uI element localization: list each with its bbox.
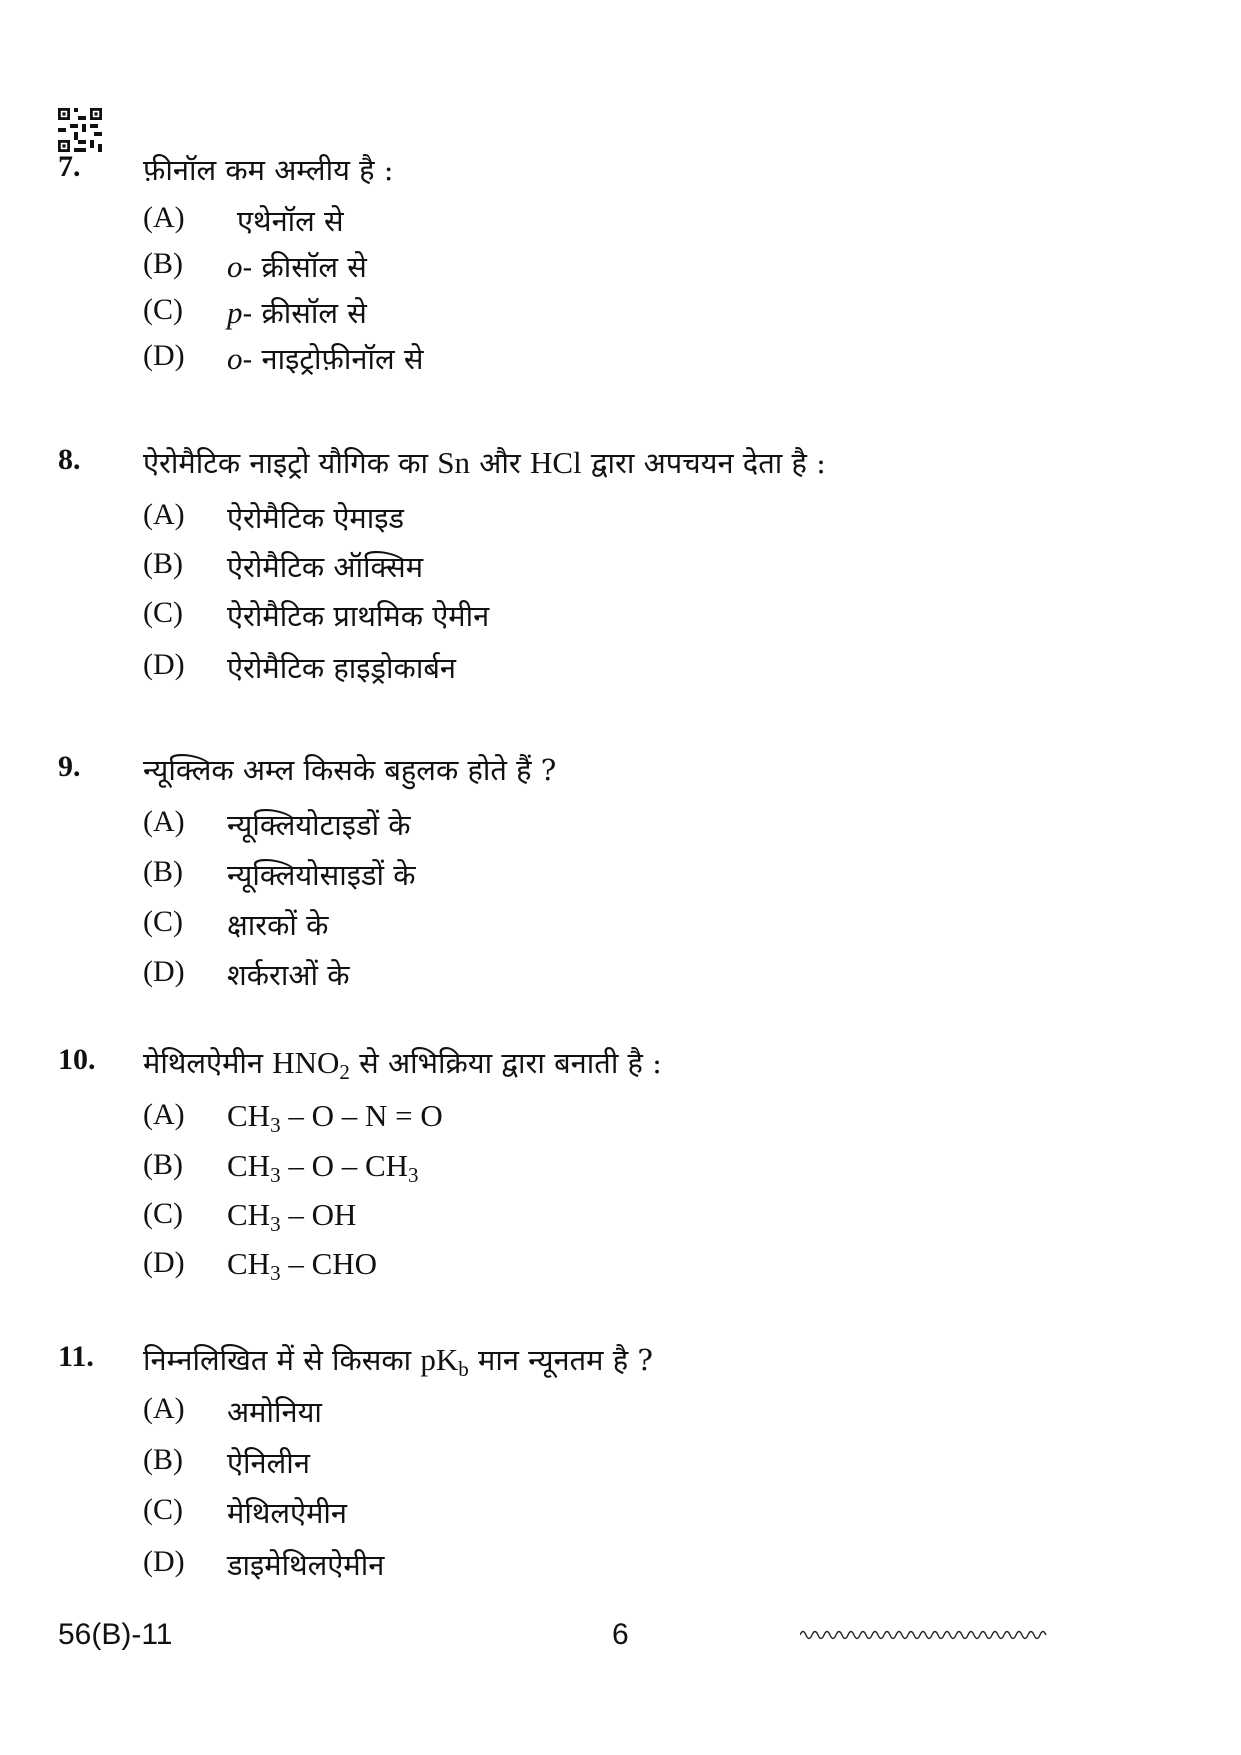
- formula-part: CH: [227, 1197, 271, 1232]
- question-number: 7.: [58, 150, 81, 183]
- option-text: शर्कराओं के: [227, 958, 350, 992]
- option-label: (D): [143, 1246, 185, 1279]
- option-text: ऐरोमैटिक हाइड्रोकार्बन: [227, 651, 456, 685]
- formula-part: CH: [227, 1098, 271, 1133]
- chem-formula: HCl: [529, 445, 582, 480]
- question-text: [143, 1340, 653, 1379]
- option-text: एथेनॉल से: [237, 204, 344, 238]
- question-number: 11.: [58, 1340, 94, 1373]
- option-label: (B): [143, 855, 183, 888]
- option-text-rest: - नाइट्रोफ़ीनॉल से: [242, 342, 424, 376]
- option-label: (C): [143, 905, 183, 938]
- question-number: 10.: [58, 1043, 96, 1076]
- formula-subscript: 3: [270, 1163, 281, 1187]
- chem-formula: [272, 1045, 350, 1084]
- formula-subscript: b: [458, 1357, 469, 1381]
- question-text: [143, 1043, 662, 1082]
- question-text: न्यूक्लिक अम्ल किसके बहुलक होते हैं ?: [143, 753, 557, 787]
- option-text: [227, 247, 367, 286]
- question-text: फ़ीनॉल कम अम्लीय है :: [143, 153, 394, 187]
- option-text: क्षारकों के: [227, 908, 329, 942]
- option-text-rest: - क्रीसॉल से: [242, 296, 367, 330]
- formula-part: CH: [227, 1148, 271, 1183]
- formula-main: pK: [420, 1342, 459, 1377]
- formula-subscript: 3: [270, 1212, 281, 1236]
- option-text: डाइमेथिलऐमीन: [227, 1548, 385, 1582]
- wavy-line-decoration: [800, 1628, 1050, 1642]
- option-label: (C): [143, 1197, 183, 1230]
- option-label: (B): [143, 547, 183, 580]
- option-label: (A): [143, 1392, 185, 1425]
- option-text: ऐनिलीन: [227, 1446, 310, 1480]
- option-label: (B): [143, 1148, 183, 1181]
- formula-part: – O – N = O: [280, 1098, 443, 1133]
- formula-part: – O – CH: [280, 1148, 409, 1183]
- question-text-part: मान न्यूनतम है ?: [468, 1343, 653, 1377]
- option-text: ऐरोमैटिक ऑक्सिम: [227, 550, 424, 584]
- option-label: (C): [143, 293, 183, 326]
- isomer-prefix: o: [227, 341, 243, 376]
- chem-formula: [420, 1342, 469, 1381]
- option-text: ऐरोमैटिक ऐमाइड: [227, 501, 405, 535]
- option-text: मेथिलऐमीन: [227, 1496, 348, 1530]
- formula-subscript: 2: [339, 1060, 350, 1084]
- option-label: (D): [143, 1545, 185, 1578]
- question-text-part: ऐरोमैटिक नाइट्रो यौगिक का: [143, 446, 438, 480]
- question-text-part: मेथिलऐमीन: [143, 1046, 273, 1080]
- formula-part: CH: [227, 1246, 271, 1281]
- option-label: (D): [143, 648, 185, 681]
- option-label: (B): [143, 1443, 183, 1476]
- option-formula: [227, 1246, 378, 1285]
- formula-subscript: 3: [270, 1113, 281, 1137]
- option-text: [227, 339, 423, 378]
- question-number: 8.: [58, 443, 81, 476]
- formula-subscript: 3: [408, 1163, 419, 1187]
- option-label: (A): [143, 201, 185, 234]
- formula-part: – CHO: [280, 1246, 378, 1281]
- isomer-prefix: p: [227, 295, 243, 330]
- question-text-part: से अभिक्रिया द्वारा बनाती है :: [349, 1046, 662, 1080]
- option-text-rest: - क्रीसॉल से: [242, 250, 367, 284]
- question-number: 9.: [58, 750, 81, 783]
- option-label: (D): [143, 955, 185, 988]
- option-label: (A): [143, 1098, 185, 1131]
- formula-main: HNO: [272, 1045, 340, 1080]
- option-label: (A): [143, 805, 185, 838]
- option-formula: [227, 1098, 443, 1137]
- option-label: (C): [143, 1493, 183, 1526]
- option-text: न्यूक्लियोसाइडों के: [227, 858, 416, 892]
- option-formula: [227, 1148, 419, 1187]
- question-text: [143, 443, 826, 482]
- option-text: ऐरोमैटिक प्राथमिक ऐमीन: [227, 599, 490, 633]
- question-text-part: और: [469, 446, 530, 480]
- chem-formula: Sn: [437, 445, 470, 480]
- page-number: 6: [612, 1618, 629, 1651]
- option-text: न्यूक्लियोटाइडों के: [227, 808, 411, 842]
- formula-subscript: 3: [270, 1261, 281, 1285]
- option-label: (A): [143, 498, 185, 531]
- paper-code: 56(B)-11: [58, 1618, 173, 1651]
- formula-part: – OH: [280, 1197, 357, 1232]
- option-text: अमोनिया: [227, 1395, 322, 1429]
- option-label: (B): [143, 247, 183, 280]
- question-text-part: द्वारा अपचयन देता है :: [581, 446, 826, 480]
- option-text: [227, 293, 367, 332]
- isomer-prefix: o: [227, 249, 243, 284]
- qr-code-icon: [58, 108, 102, 152]
- option-formula: [227, 1197, 357, 1236]
- option-label: (C): [143, 596, 183, 629]
- question-text-part: निम्नलिखित में से किसका: [143, 1343, 421, 1377]
- option-label: (D): [143, 339, 185, 372]
